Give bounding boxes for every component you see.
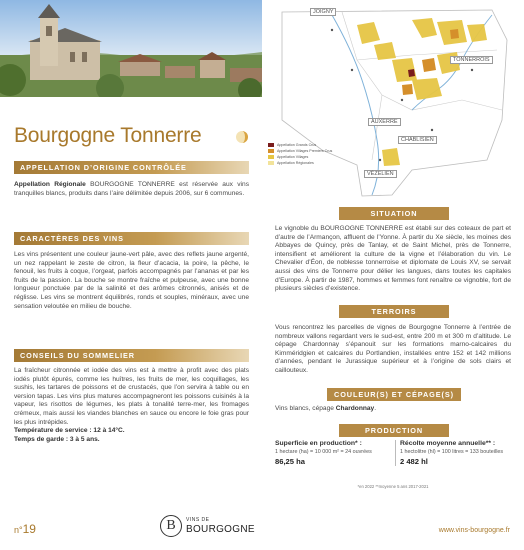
situation-paragraph: Le vignoble du BOURGOGNE TONNERRE est établi sur des coteaux de part et d’autre de l’Armançon, affluent de l’Yonne. À partir du Xe siècle, les moines des Abbayes de Quincy, près de Tanlay, et de Saint Michel, près de Tonnerre, intensifient et améliorent la culture de la vigne et l’élaboration du vin. Le Chevalier d’Éon, de noblesse tonnerroise et diplomate de Louis XV, se servait aussi des vins de Tonnerre pour délier les langues, dans toutes les capitales d’Europe. À partir de 1987, hommes et femmes font renaître ce vignoble, fort de plusieurs siècles d’existence. [275,225,511,293]
surface-value: 86,25 ha [275,457,305,466]
appellation-map [262,0,524,200]
brand-small-text: VINS DE [186,517,210,523]
map-label-joigny: JOIGNY [310,8,336,16]
terroirs-paragraph: Vous rencontrez les parcelles de vignes de Bourgogne Tonnerre à l’entrée de nombreux vallons regardant vers le sud-est, entre 200 m et 300 m d’altitude. Le cépage Chardonnay s’épanouit sur les formations marno-calcaires du Kimméridgien et calcaires du Portlandien, installées entre 152 et 142 millions d’années, pendant le Jurassique supérieur et à l’origine de sols clairs et caillouteux. [275,324,511,374]
map-label-chablisien: CHABLISIEN [398,136,437,144]
map-legend [268,143,332,167]
section-bar-terroirs [339,305,449,318]
section-bar-caracteres [14,232,249,245]
legend-swatch [268,155,274,159]
map-label-tonnerrois: TONNERROIS [450,56,493,64]
surface-heading: Superficie en production* : [275,440,362,447]
legend-row [268,161,332,165]
production-table [275,440,511,476]
section-heading-aoc: APPELLATION D’ORIGINE CONTRÔLÉE [20,163,187,172]
legend-swatch [268,161,274,165]
map-label-auxerre: AUXERRE [368,118,401,126]
sommelier-paragraph [14,367,249,444]
surface-unit-note: 1 hectare (ha) = 10 000 m² = 24 ouvrées [275,449,372,455]
page-number-prefix: n° [14,525,23,535]
brand-monogram-icon: B [160,515,182,537]
section-bar-couleur [327,388,461,401]
legend-swatch [268,143,274,147]
harvest-value: 2 482 hl [400,457,428,466]
page-title: Bourgogne Tonnerre [14,124,202,147]
section-heading-situation: SITUATION [370,209,418,218]
section-heading-production: PRODUCTION [364,426,424,435]
harvest-unit-note: 1 hectolitre (hl) = 100 litres = 133 bouteilles [400,449,504,455]
section-heading-couleur: COULEUR(S) ET CÉPAGE(S) [334,390,454,399]
couleur-paragraph [275,405,511,414]
caracteres-paragraph: Les vins présentent une couleur jaune-vert pâle, avec des reflets jaune argenté, un nez rappelant le zeste de citron, la fleur d’acacia, la poire, la pêche, le fenouil, les fruits à coque, l’orgeat, parfois accompagnés par l’ananas et par les fruits de la passion. La bouche se montre fraîche et pulpeuse, avec une bonne longueur ponctuée par de la salinité et des arômes citronnés, anisés et de réglisse. Les vins se montrent équilibrés, ronds et souples, minéraux, avec une sensation veloutée en milieu de bouche. [14,251,249,310]
legend-label: Appellation Villages Premiers Crus [277,149,333,153]
section-heading-terroirs: TERROIRS [371,307,417,316]
couleur-prefix: Vins [275,405,290,412]
title-block [14,124,249,150]
brand-logo [160,515,255,539]
map-label-vezelien: VÉZELIEN [364,170,397,178]
section-heading-caracteres: CARACTÈRES DES VINS [20,234,124,243]
legend-row [268,143,332,147]
legend-swatch [268,149,274,153]
legend-row [268,149,332,153]
hero-photo [0,0,262,97]
service-temperature: Température de service : 12 à 14°C. [14,427,125,435]
production-footnote: *en 2022 **moyenne 5 ans 2017-2021 [357,484,429,489]
section-bar-sommelier [14,349,249,362]
section-bar-aoc [14,161,249,174]
brand-big-text: BOURGOGNE [186,524,255,535]
aoc-lead: Appellation Régionale [14,181,86,188]
legend-label: Appellation Grands Crus [277,143,317,147]
legend-row [268,155,332,159]
section-heading-sommelier: CONSEILS DU SOMMELIER [20,351,135,360]
sommelier-text: La fraîcheur citronnée et iodée des vins est à mettre à profit avec des plats iodés plutôt épurés, comme les huîtres, les fruits de mer, les coquillages, les sushis, les tartares de poissons et de crustacés, que l’on servira à table ou en version tapas. Les vins plus matures accompagneront les poissons cuisinés à la vapeur, les risottos de légumes, les plats à tonalité terre-mer, les fromages crémeux, mais aussi les viandes blanches en sauce ou encore le foie gras pour les plus intrépides. [14,367,249,426]
grape-variety: Chardonnay [335,405,375,412]
page-number [14,522,36,536]
harvest-heading: Récolte moyenne annuelle** : [400,440,496,447]
production-surface [275,440,393,466]
appellation-logo-icon [235,130,249,144]
couleur-mid: , cépage [308,405,336,412]
aoc-paragraph [14,181,249,198]
aging-time: Temps de garde : 3 à 5 ans. [14,435,100,443]
production-harvest [395,440,513,466]
couleur-suffix: . [374,405,377,412]
section-bar-situation [339,207,449,220]
website-link[interactable]: www.vins-bourgogne.fr [438,527,510,534]
page-number-value: 19 [22,522,36,536]
section-bar-production [339,424,449,437]
wine-color: blancs [289,405,309,412]
aoc-text: BOURGOGNE TONNERRE est réservée aux vins tranquilles blancs, produits dans l’aire délimitée depuis 2006, sur 6 communes. [14,181,249,197]
legend-label: Appellation Villages [277,155,309,159]
legend-label: Appellation Régionales [277,161,314,165]
